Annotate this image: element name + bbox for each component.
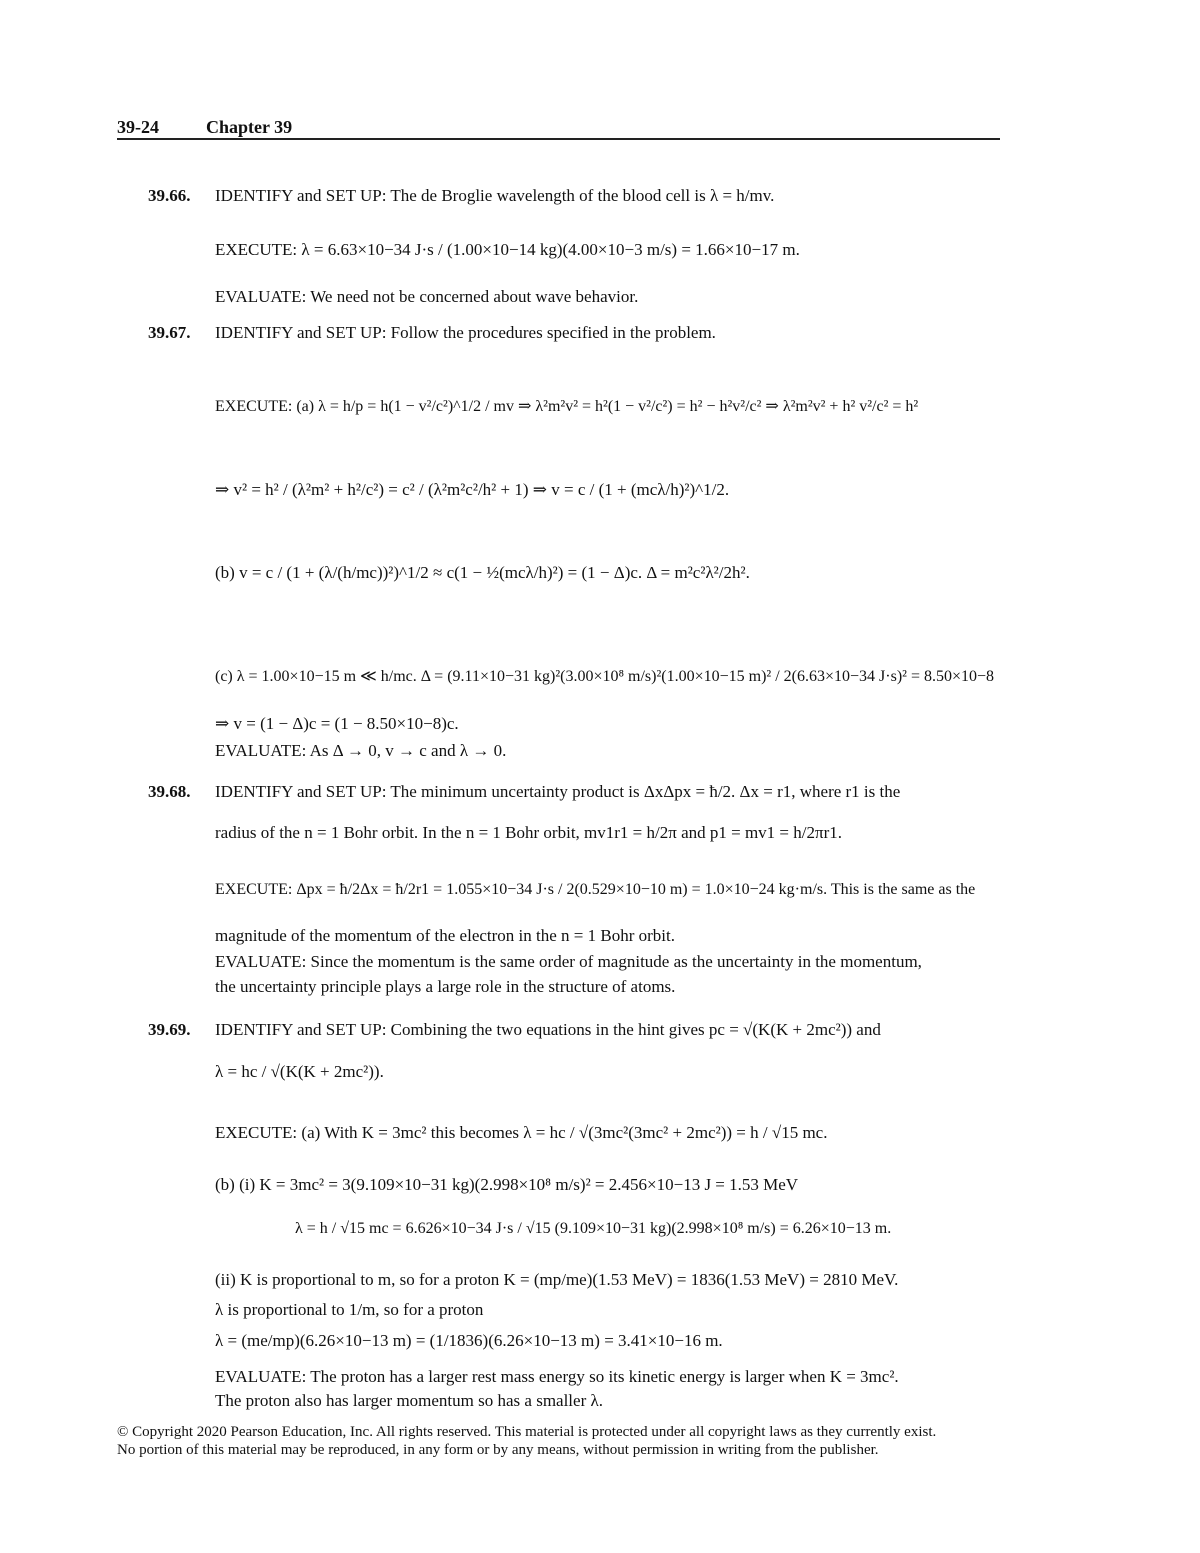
problem-line: EXECUTE: λ = 6.63×10−34 J·s / (1.00×10−14 kg)(4.00×10−3 m/s) = 1.66×10−17 m.: [215, 240, 800, 259]
problem-line: (b) (i) K = 3mc² = 3(9.109×10−31 kg)(2.998×10⁸ m/s)² = 2.456×10−13 J = 1.53 MeV: [215, 1175, 799, 1194]
problem-line: ⇒ v = (1 − Δ)c = (1 − 8.50×10−8)c.: [215, 714, 459, 733]
header-rule: [117, 138, 1000, 140]
problem-line: (b) v = c / (1 + (λ/(h/mc))²)^1/2 ≈ c(1 − ½(mcλ/h)²) = (1 − Δ)c. Δ = m²c²λ²/2h².: [215, 563, 750, 582]
problem-line: λ = h / √15 mc = 6.626×10−34 J·s / √15 (9.109×10−31 kg)(2.998×10⁸ m/s) = 6.26×10−13 m.: [295, 1220, 892, 1237]
problem-line: IDENTIFY and SET UP: Combining the two equations in the hint gives pc = √(K(K + 2mc²)) and: [215, 1020, 881, 1039]
problem-number: 39.66.: [148, 186, 191, 205]
problem-line: IDENTIFY and SET UP: Follow the procedures specified in the problem.: [215, 323, 716, 342]
problem-line: EXECUTE: (a) With K = 3mc² this becomes λ = hc / √(3mc²(3mc² + 2mc²)) = h / √15 mc.: [215, 1123, 828, 1142]
problem-line: EXECUTE: (a) λ = h/p = h(1 − v²/c²)^1/2 / mv ⇒ λ²m²v² = h²(1 − v²/c²) = h² − h²v²/c² ⇒ λ²m²v² + h² v²/c² = h²: [215, 398, 919, 415]
page-number: 39-24: [117, 117, 159, 137]
problem-line: IDENTIFY and SET UP: The de Broglie wavelength of the blood cell is λ = h/mv.: [215, 186, 775, 205]
problem-line: magnitude of the momentum of the electron in the n = 1 Bohr orbit.: [215, 926, 675, 945]
problem-line: the uncertainty principle plays a large role in the structure of atoms.: [215, 977, 676, 996]
chapter-title: Chapter 39: [206, 117, 293, 137]
problem-line: The proton also has larger momentum so has a smaller λ.: [215, 1391, 603, 1410]
problem-line: EVALUATE: We need not be concerned about wave behavior.: [215, 287, 639, 306]
problem-number: 39.69.: [148, 1020, 191, 1039]
copyright-line: No portion of this material may be reproduced, in any form or by any means, without permission in writing from the publisher.: [117, 1442, 879, 1458]
problem-number: 39.67.: [148, 323, 191, 342]
problem-line: (ii) K is proportional to m, so for a proton K = (mp/me)(1.53 MeV) = 1836(1.53 MeV) = 2810 MeV.: [215, 1270, 899, 1289]
copyright-line: © Copyright 2020 Pearson Education, Inc. All rights reserved. This material is protected under all copyright laws as they currently exist.: [117, 1424, 937, 1440]
problem-line: λ = hc / √(K(K + 2mc²)).: [215, 1062, 384, 1081]
problem-number: 39.68.: [148, 782, 191, 801]
problem-line: ⇒ v² = h² / (λ²m² + h²/c²) = c² / (λ²m²c²/h² + 1) ⇒ v = c / (1 + (mcλ/h)²)^1/2.: [215, 480, 730, 499]
problem-line: (c) λ = 1.00×10−15 m ≪ h/mc. Δ = (9.11×10−31 kg)²(3.00×10⁸ m/s)²(1.00×10−15 m)² / 2(6.63×10−34 J·s)² = 8.50×10−8: [215, 668, 995, 685]
problem-line: EVALUATE: As Δ → 0, v → c and λ → 0.: [215, 741, 507, 760]
problem-line: IDENTIFY and SET UP: The minimum uncertainty product is ΔxΔpx = ħ/2. Δx = r1, where r1 is the: [215, 782, 901, 801]
problem-line: λ is proportional to 1/m, so for a proton: [215, 1300, 484, 1319]
problem-line: EXECUTE: Δpx = ħ/2Δx = ħ/2r1 = 1.055×10−34 J·s / 2(0.529×10−10 m) = 1.0×10−24 kg·m/s. This is the same as the: [215, 881, 976, 898]
problem-line: EVALUATE: The proton has a larger rest mass energy so its kinetic energy is larger when K = 3mc².: [215, 1367, 899, 1386]
problem-line: EVALUATE: Since the momentum is the same order of magnitude as the uncertainty in the momentum,: [215, 952, 922, 971]
problem-line: λ = (me/mp)(6.26×10−13 m) = (1/1836)(6.26×10−13 m) = 3.41×10−16 m.: [215, 1331, 723, 1350]
problem-line: radius of the n = 1 Bohr orbit. In the n = 1 Bohr orbit, mv1r1 = h/2π and p1 = mv1 = h/2πr1.: [215, 823, 842, 842]
